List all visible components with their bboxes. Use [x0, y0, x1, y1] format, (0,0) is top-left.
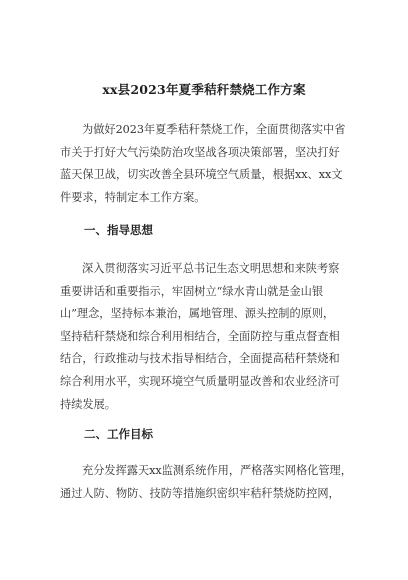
section1-line: 结合，行政推动与技术指导相结合，全面提高秸秆禁烧和 [60, 352, 340, 366]
section1-paragraph [60, 258, 356, 416]
section1-line: 山”理念，坚持标本兼治，属地管理、源头控制的原则， [60, 307, 335, 321]
section2-line: 通过人防、物防、技防等措施织密织牢秸秆禁烧防控网， [60, 486, 340, 500]
section2-paragraph [60, 460, 356, 505]
section2-line: 充分发挥露天xx监测系统作用，严格落实网格化管理， [82, 464, 352, 477]
intro-line: 件要求，特制定本工作方案。 [60, 190, 206, 204]
section1-line: 持续发展。 [60, 397, 116, 411]
section1-line: 坚持秸秆禁烧和综合利用相结合，全面防控与重点督查相 [60, 329, 340, 343]
intro-line: 为做好2023年夏季秸秆禁烧工作，全面贯彻落实中省 [82, 123, 346, 136]
section1-line: 深入贯彻落实习近平总书记生态文明思想和来陕考察 [82, 262, 340, 275]
document-title: xx县2023年夏季秸秆禁烧工作方案 [102, 82, 306, 97]
section-heading-work-objectives: 二、工作目标 [84, 427, 153, 441]
section1-line: 综合利用水平，实现环境空气质量明显改善和农业经济可 [60, 374, 340, 388]
intro-line: 蓝天保卫战，切实改善全县环境空气质量，根据xx、xx文 [60, 168, 343, 182]
section-heading-guiding-ideology: 一、指导思想 [84, 223, 153, 237]
intro-line: 市关于打好大气污染防治攻坚战各项决策部署，坚决打好 [60, 145, 340, 159]
section1-line: 重要讲话和重要指示，牢固树立“绿水青山就是金山银 [60, 284, 324, 298]
intro-paragraph [60, 119, 356, 209]
